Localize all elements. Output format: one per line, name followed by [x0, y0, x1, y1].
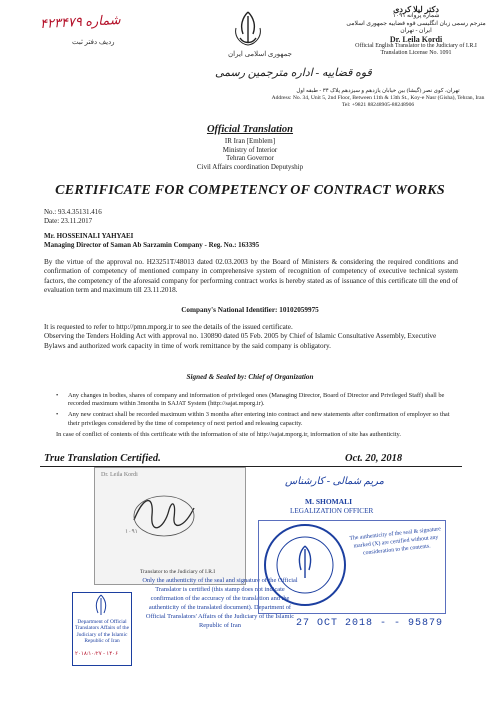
certificate-date: Date: 23.11.2017	[44, 217, 93, 225]
certificate-title: CERTIFICATE FOR COMPETENCY OF CONTRACT WORKS	[55, 183, 445, 198]
authority-lines	[0, 137, 500, 171]
mfa-stamp-text: The authenticity of the seal & signature marked (X) are certified without any consideration to the contents.	[349, 526, 442, 557]
scan-top-text: Dr. Leila Kordi	[101, 472, 138, 478]
seal-emblem-icon	[73, 593, 129, 617]
date-stamp: 27 OCT 2018 - - 95879	[296, 618, 444, 629]
true-translation-label: True Translation Certified.	[44, 453, 161, 464]
officer-name: M. SHOMALI	[305, 497, 353, 506]
translator-info	[340, 6, 492, 58]
republic-label: جمهوری اسلامی ایران	[228, 50, 292, 58]
translator-name-en: Dr. Leila Kordi	[389, 34, 443, 44]
note-item: • Any changes in bodies, shares of company and information of privileged ones (Managing Director, Board of Director and Privileged Staff) shall be recorded maximum within 3months in SAJAT System (http://sajat.mporg.ir).	[68, 392, 458, 408]
judiciary-script-title: قوه قضاییه - اداره مترجمین رسمی	[215, 67, 372, 79]
approval-paragraph: By the virtue of the approval no. H23251T/48013 dated 02.03.2003 by the Board of Ministers & considering the required conditions and confirmation of competency of mentioned company in comprehensive system of recognition of competency of executive technical system factors, the competency of the aforesaid company for performing contract works is hereby stated as of issuance of this certificate till the end of evaluation term and maximum till 23.11.2018.	[44, 258, 458, 295]
translator-name-fa: دکتر لیلا کردی	[393, 5, 439, 14]
reference-line: It is requested to refer to http://pmn.mporg.ir to see the details of the issued certificate.	[44, 323, 293, 331]
address-fa: تهران، کوی نصر (گیشا) بین خیابان یازدهم و سیزدهم پلاک ۳۴ - طبقه اول	[296, 88, 460, 94]
authority-line: Tehran Governor	[226, 154, 274, 163]
certificate-meta	[44, 208, 102, 226]
iran-emblem-icon	[230, 8, 266, 48]
notes-list	[44, 392, 458, 439]
translator-role: Official English Translator to the Judiciary of I.R.I	[355, 43, 477, 50]
national-identifier: Company's National Identifier: 10102059975	[181, 306, 319, 314]
addressee	[44, 232, 259, 250]
authority-line: Ministry of Interior	[222, 145, 278, 154]
tenders-act-line: Observing the Tenders Holding Act with approval no. 130890 dated 05 Feb. 2005 by Chief of Islamic Consultative Assembly, Executive Bylaws and authorized work capacity in time of work remittance by the said company is obligatory.	[44, 332, 437, 350]
translation-date: Oct. 20, 2018	[345, 453, 403, 464]
seal-label: Department of Official Translators Affairs of the Judiciary of the Islamic Republic of Iran	[74, 619, 130, 645]
legalization-signature: مریم شمالی - کارشناس	[285, 476, 385, 487]
translator-signature-icon	[124, 490, 204, 540]
official-translation-heading: Official Translation	[206, 124, 294, 135]
authenticity-stamp-text: Only the authenticity of the seal and signature of the Official Translator is certified (this stamp does not indicate confirmation of the accuracy of the translation and the authenticity of the translated document). Department of Official Translators' Affairs of the Judiciary of the Islamic Republic of Iran	[142, 577, 298, 629]
address-block	[262, 88, 494, 109]
addressee-role: Managing Director of Saman Ab Sarzamin Company - Reg. No.: 163395	[44, 241, 260, 249]
license-en: Translation License No. 1091	[380, 50, 452, 57]
reference-paragraph	[44, 323, 458, 351]
certificate-number: No.: 93.4.35131.416	[44, 208, 102, 216]
register-number: شماره ۴۲۳۴۷۹	[39, 11, 121, 32]
mfa-round-seal-icon	[262, 522, 348, 608]
seal-bottom-code: ۲۰۱۸/۱۰/۲۷ - ۱۴۰۶	[75, 651, 119, 657]
officer-role: LEGALIZATION OFFICER	[290, 507, 374, 515]
signed-sealed-line: Signed & Sealed by: Chief of Organization	[186, 373, 314, 381]
conflict-note: In case of conflict of contents of this certificate with the information of site of http://sajat.mporg.ir, information of site has authenticity.	[56, 430, 401, 438]
authority-line: Civil Affairs coordination Deputyship	[196, 162, 304, 171]
judiciary-seal	[72, 592, 132, 666]
telephone: Tel: +9821 88248905-88248906	[341, 102, 415, 108]
address-en: Address: No. 34, Unit 5, 2nd Floor, Between 11th & 13th St., Koy-e Nasr (Gisha), Tehran, Iran	[271, 95, 485, 101]
official-fa: مترجم رسمی زبان انگلیسی قوه قضاییه جمهوری اسلامی ایران - تهران	[346, 20, 486, 35]
translator-footer-text: Translator to the Judiciary of I.R.I	[140, 569, 216, 575]
note-item: • Any new contract shall be recorded maximum within 3 months after entering into contract and new statements after confirmation of employer so that their privileges considered by the time of competency of next period and releasing capacity.	[68, 411, 458, 427]
addressee-name: Mr. HOSSEINALI YAHYAEI	[44, 232, 134, 240]
register-stamp-label: ردیف دفتر ثبت	[72, 38, 115, 46]
scan-mid-text: ۱۰۹۱	[125, 529, 138, 535]
authority-line: IR Iran [Emblem]	[224, 137, 276, 145]
license-fa: شماره پروانه ۱۰۹۱	[392, 13, 440, 20]
